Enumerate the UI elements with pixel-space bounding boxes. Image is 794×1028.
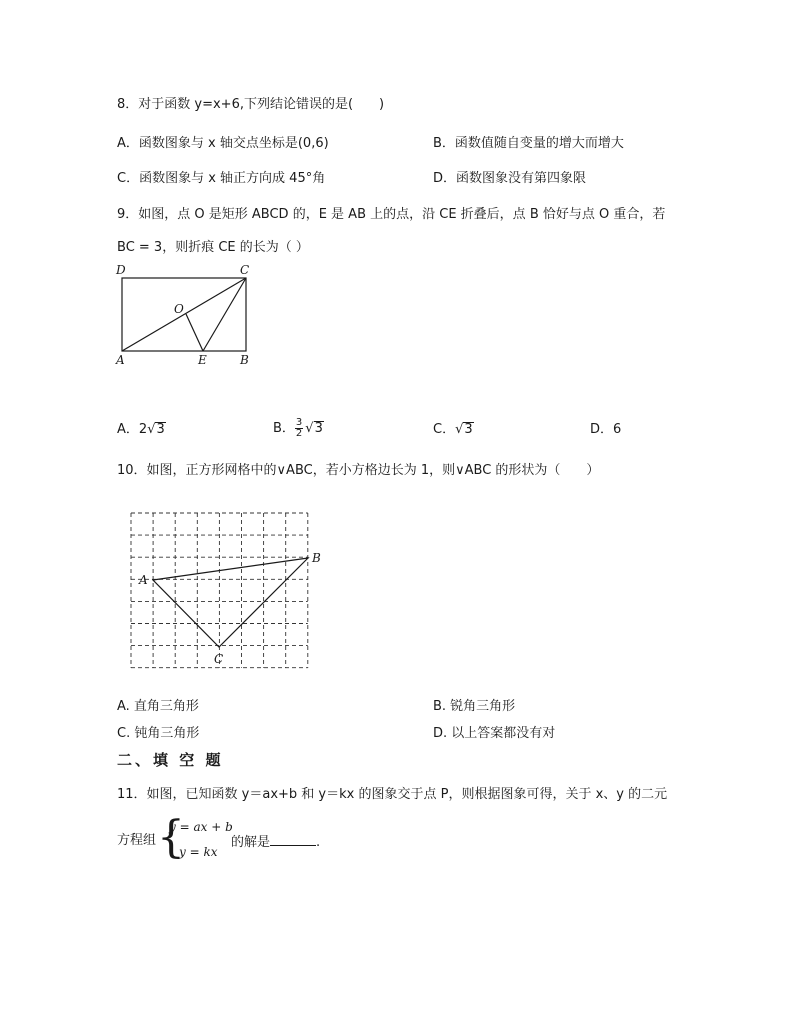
- q10-option-b: B. 锐角三角形: [433, 699, 516, 714]
- q9-option-a: A．2√3: [117, 422, 165, 437]
- label-b: B: [312, 551, 321, 565]
- q8-stem: 8．对于函数 y=x+6,下列结论错误的是( ): [117, 97, 385, 112]
- q11-suffix-wrapper: [231, 833, 320, 851]
- q11-eq2: y = kx: [179, 845, 218, 859]
- q8-option-b: B．函数值随自变量的增大而增大: [433, 136, 624, 151]
- q10-grid-figure: [124, 506, 334, 674]
- q8-option-d: D．函数图象没有第四象限: [433, 171, 587, 186]
- label-a: A: [116, 353, 125, 367]
- label-b: B: [240, 353, 249, 367]
- q9-option-c: C．√3: [433, 422, 473, 437]
- segment-oe: [186, 314, 203, 351]
- q10-stem: 10．如图，正方形网格中的∨ABC，若小方格边长为 1，则∨ABC 的形状为（ ）: [117, 463, 600, 478]
- label-d: D: [116, 263, 126, 277]
- label-e: E: [198, 353, 207, 367]
- label-o: O: [174, 302, 184, 316]
- q11-stem: 11．如图，已知函数 y＝ax+b 和 y＝kx 的图象交于点 P，则根据图象可得，关于 x、y 的二元: [117, 787, 668, 802]
- q11-period: .: [316, 835, 321, 850]
- q9-option-d: D．6: [590, 422, 622, 437]
- label-a: A: [139, 573, 148, 587]
- q10-option-d: D. 以上答案都没有对: [433, 726, 556, 741]
- label-c: C: [214, 652, 224, 666]
- q9-rectangle-figure: [112, 262, 262, 370]
- grid-lines: [131, 513, 308, 668]
- q8-option-a: A．函数图象与 x 轴交点坐标是(0,6): [117, 136, 329, 151]
- brace-icon: {: [157, 812, 185, 863]
- q10-option-a: A. 直角三角形: [117, 699, 199, 714]
- segment-ce: [203, 278, 246, 351]
- diagonal-ac: [122, 278, 246, 351]
- q10-option-c: C. 钝角三角形: [117, 726, 200, 741]
- section-title: 二、填 空 题: [117, 751, 224, 769]
- label-c: C: [240, 263, 250, 277]
- fraction: $\frac{3}{2}$: [295, 417, 303, 439]
- q11-eq1: y = ax + b: [169, 820, 233, 834]
- q9-stem-line1: 9．如图，点 O 是矩形 ABCD 的，E 是 AB 上的点，沿 CE 折叠后，点 B 恰好与点 O 重合，若: [117, 207, 666, 222]
- q9-stem-line2: BC = 3，则折痕 CE 的长为（ ）: [117, 240, 309, 255]
- q8-option-c: C．函数图象与 x 轴正方向成 45°角: [117, 171, 326, 186]
- triangle-abc: [153, 558, 308, 647]
- q11-prefix: 方程组: [117, 833, 157, 848]
- q11-suffix: 的解是: [231, 835, 271, 850]
- q9-option-b: B． $\frac{3}{2}$ √3: [273, 417, 323, 439]
- q11-equation-system: [117, 814, 357, 864]
- answer-blank[interactable]: [270, 833, 316, 846]
